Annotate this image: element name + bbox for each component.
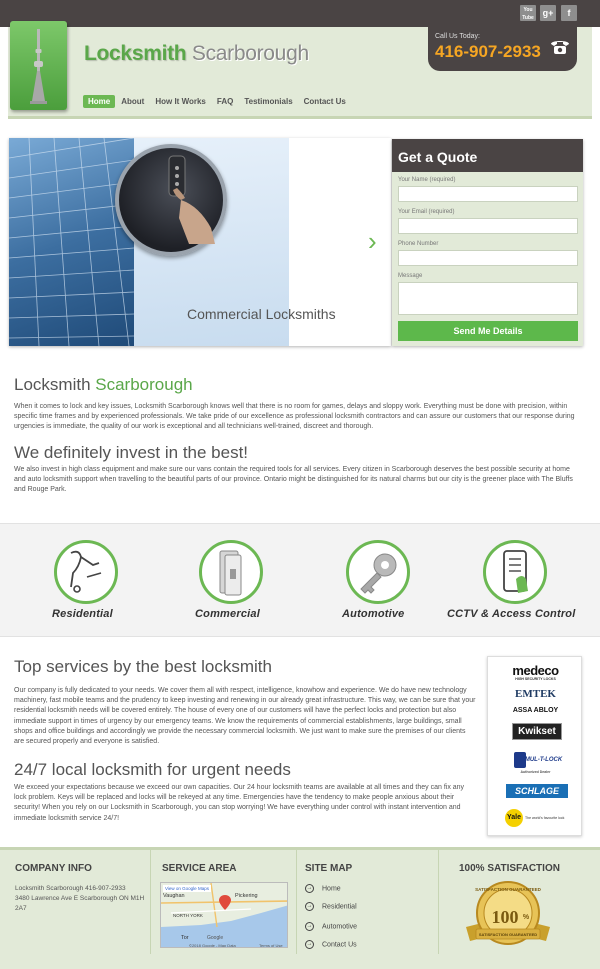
nav-how-it-works[interactable]: How It Works xyxy=(155,97,206,106)
phone-label: Phone Number xyxy=(398,241,439,247)
schlage-logo xyxy=(506,784,568,798)
name-label: Your Name (required) xyxy=(398,177,456,183)
slide-caption: Commercial Locksmiths xyxy=(187,306,336,322)
top-services-paragraph: Our company is fully dedicated to your needs. We cover them all with respect, intelligence, knowhow and experience. We do have new technology machinery, fast mobile teams and the prudency to keep investing and renewing in our already great infrastructure. This way, we can be sure that your residential locksmith needs will be covered entirely. The house of every one of our customers will have the perfect locks and protection but also immediate support in times of urgency by our emergency teams. We know the requirements of commercial establishments, large buildings, small shops and office buildings and accordingly we provide the necessary commercial locksmith. We just want to make sure the premises of our clients are secured properly and everyone is satisfied. xyxy=(14,687,476,746)
residential-label[interactable]: Residential xyxy=(52,608,113,620)
map-terms-link[interactable]: Terms of Use xyxy=(259,943,283,948)
yale-logo xyxy=(505,809,523,827)
hand-keypad-image xyxy=(115,144,227,256)
seal-top-text: SATISFACTION GUARANTEED xyxy=(475,887,541,892)
medeco-subtitle: HIGH SECURITY LOCKS xyxy=(515,677,556,681)
logo[interactable] xyxy=(10,21,67,110)
arrow-right-icon: → xyxy=(306,941,313,947)
intro-title-a: Locksmith xyxy=(14,375,91,394)
urgent-title: 24/7 local locksmith for urgent needs xyxy=(14,760,291,779)
cctv-label[interactable]: CCTV & Access Control xyxy=(447,608,576,620)
multlock-subtitle: Authorized Dealer xyxy=(520,770,551,774)
youtube-icon[interactable]: You Tube xyxy=(520,5,536,21)
service-area-map[interactable] xyxy=(160,882,288,948)
car-key-icon xyxy=(349,543,407,601)
site-title[interactable] xyxy=(84,42,309,66)
nav-about[interactable]: About xyxy=(121,97,145,106)
emtek-logo: EMTEK xyxy=(515,688,556,700)
facebook-icon[interactable]: f xyxy=(561,5,577,21)
map-label-vaughan: Vaughan xyxy=(163,893,185,899)
site-title-part2: Scarborough xyxy=(191,42,309,65)
email-input[interactable] xyxy=(398,218,578,234)
sitemap-contact[interactable]: → Contact Us xyxy=(306,941,357,949)
nav-testimonials[interactable]: Testimonials xyxy=(244,97,293,106)
residential-service[interactable] xyxy=(54,540,118,604)
automotive-service[interactable] xyxy=(346,540,410,604)
commercial-label[interactable]: Commercial xyxy=(195,608,260,620)
cn-tower-icon xyxy=(10,21,67,110)
seal-percent: % xyxy=(522,914,530,921)
access-control-icon xyxy=(486,543,544,601)
company-info-text xyxy=(15,884,145,914)
top-services-title: Top services by the best locksmith xyxy=(14,657,272,676)
skyscraper-image xyxy=(9,138,134,346)
service-area-title: SERVICE AREA xyxy=(162,863,237,874)
company-line1: Locksmith Scarborough 416-907-2933 xyxy=(15,885,126,892)
invest-paragraph: We also invest in high class equipment and make sure our vans contain the required tools for all services. Every citizen in Scarborough deserves the best possible security at home and auto locksmith support when travelling to the beautiful parts of our province. Ontario might be distinguished for its natural charms but our city is the greener place with The Bluffs and Rouge Park. xyxy=(14,466,573,494)
company-info-title: COMPANY INFO xyxy=(15,863,92,874)
message-input[interactable] xyxy=(398,282,578,315)
view-on-maps-link[interactable]: View on Google Maps xyxy=(165,886,209,891)
main-nav xyxy=(83,95,352,108)
quote-title: Get a Quote xyxy=(398,149,478,165)
site-map-title: SITE MAP xyxy=(305,863,353,874)
send-button[interactable]: Send Me Details xyxy=(398,321,578,341)
site-title-part1: Locksmith xyxy=(84,42,187,65)
chevron-right-icon[interactable]: › xyxy=(368,226,377,256)
map-google-logo: Google xyxy=(207,935,224,941)
sitemap-home[interactable]: → Home xyxy=(306,885,341,893)
intro-title xyxy=(14,375,193,395)
yale-text: Yale xyxy=(506,814,521,821)
map-label-pickering: Pickering xyxy=(235,893,258,899)
google-plus-icon[interactable]: g+ xyxy=(540,5,556,21)
arrow-right-icon: → xyxy=(306,923,313,929)
phone-input[interactable] xyxy=(398,250,578,266)
name-input[interactable] xyxy=(398,186,578,202)
company-line2: 3480 Lawrence Ave E Scarborough ON M1H 2A7 xyxy=(15,895,145,912)
commercial-service[interactable] xyxy=(199,540,263,604)
top-bar xyxy=(0,0,600,27)
header-divider xyxy=(8,116,592,119)
quote-header xyxy=(392,139,583,172)
medeco-logo: medeco xyxy=(512,663,559,678)
assa-abloy-logo: ASSA ABLOY xyxy=(512,707,559,714)
intro-title-b: Scarborough xyxy=(95,375,193,394)
seal-bottom-text: SATISFACTION GUARANTEED xyxy=(478,932,538,937)
invest-title: We definitely invest in the best! xyxy=(14,443,249,462)
nav-faq[interactable]: FAQ xyxy=(216,97,234,106)
automotive-label[interactable]: Automotive xyxy=(342,608,405,620)
telephone-icon xyxy=(549,38,571,56)
map-label-north-york: NORTH YORK xyxy=(173,913,203,918)
nav-contact-us[interactable]: Contact Us xyxy=(303,97,346,106)
sitemap-residential[interactable]: → Residential xyxy=(306,903,357,911)
multlock-logo: MUL-T-LOCK xyxy=(524,757,563,763)
partner-logos xyxy=(487,656,582,836)
intro-paragraph: When it comes to lock and key issues, Locksmith Scarborough knows well that there is no room for games, delays and sloppy work. Everything must be done with precision, within specific time frames and by experienced professionals. We take pride of our excellence as professional locksmith contractors and can assure our customers that our response during urgencies is immediate, the quality of our work is exceptional and all technicians well-trained, discreet and thorough. xyxy=(14,403,575,431)
map-label-toronto: Tor xyxy=(181,935,189,941)
phone-number[interactable]: 416-907-2933 xyxy=(435,42,541,61)
message-label: Message xyxy=(398,273,423,279)
arrow-right-icon: → xyxy=(306,885,313,891)
quote-form xyxy=(392,139,583,346)
nav-home[interactable]: Home xyxy=(83,95,115,108)
kwikset-logo xyxy=(512,723,562,740)
email-label: Your Email (required) xyxy=(398,209,455,215)
call-label: Call Us Today: xyxy=(435,33,481,40)
call-box[interactable] xyxy=(428,27,577,71)
seal-number: 100 xyxy=(491,907,519,927)
cctv-access-service[interactable] xyxy=(483,540,547,604)
schlage-text: SCHLAGE xyxy=(514,786,559,796)
sitemap-automotive[interactable]: → Automotive xyxy=(306,923,358,931)
residential-icon xyxy=(57,543,115,601)
map-copyright: ©2018 Google - Map Data xyxy=(189,943,236,948)
urgent-paragraph: We exceed your expectations because we exceed our own capacities. Our 24 hour locksmith teams are available at all times and they can fix any lock problem. Keys will be replaced and locks will be rekeyed at any time. Emergencies have the tendency to make people anxious about their security! When you rely on our Locksmith in Scarborough, you can stop worrying! We have everything under control with instant intervention and immediate locksmith service 24/7! xyxy=(14,784,465,822)
yale-subtitle: The world's favourite lock xyxy=(525,816,565,820)
hero-slider[interactable] xyxy=(9,138,391,346)
kwikset-text: Kwikset xyxy=(518,726,556,737)
satisfaction-title: 100% SATISFACTION xyxy=(459,863,560,874)
arrow-right-icon: → xyxy=(306,903,313,909)
satisfaction-seal xyxy=(462,879,554,951)
commercial-icon xyxy=(202,543,260,601)
